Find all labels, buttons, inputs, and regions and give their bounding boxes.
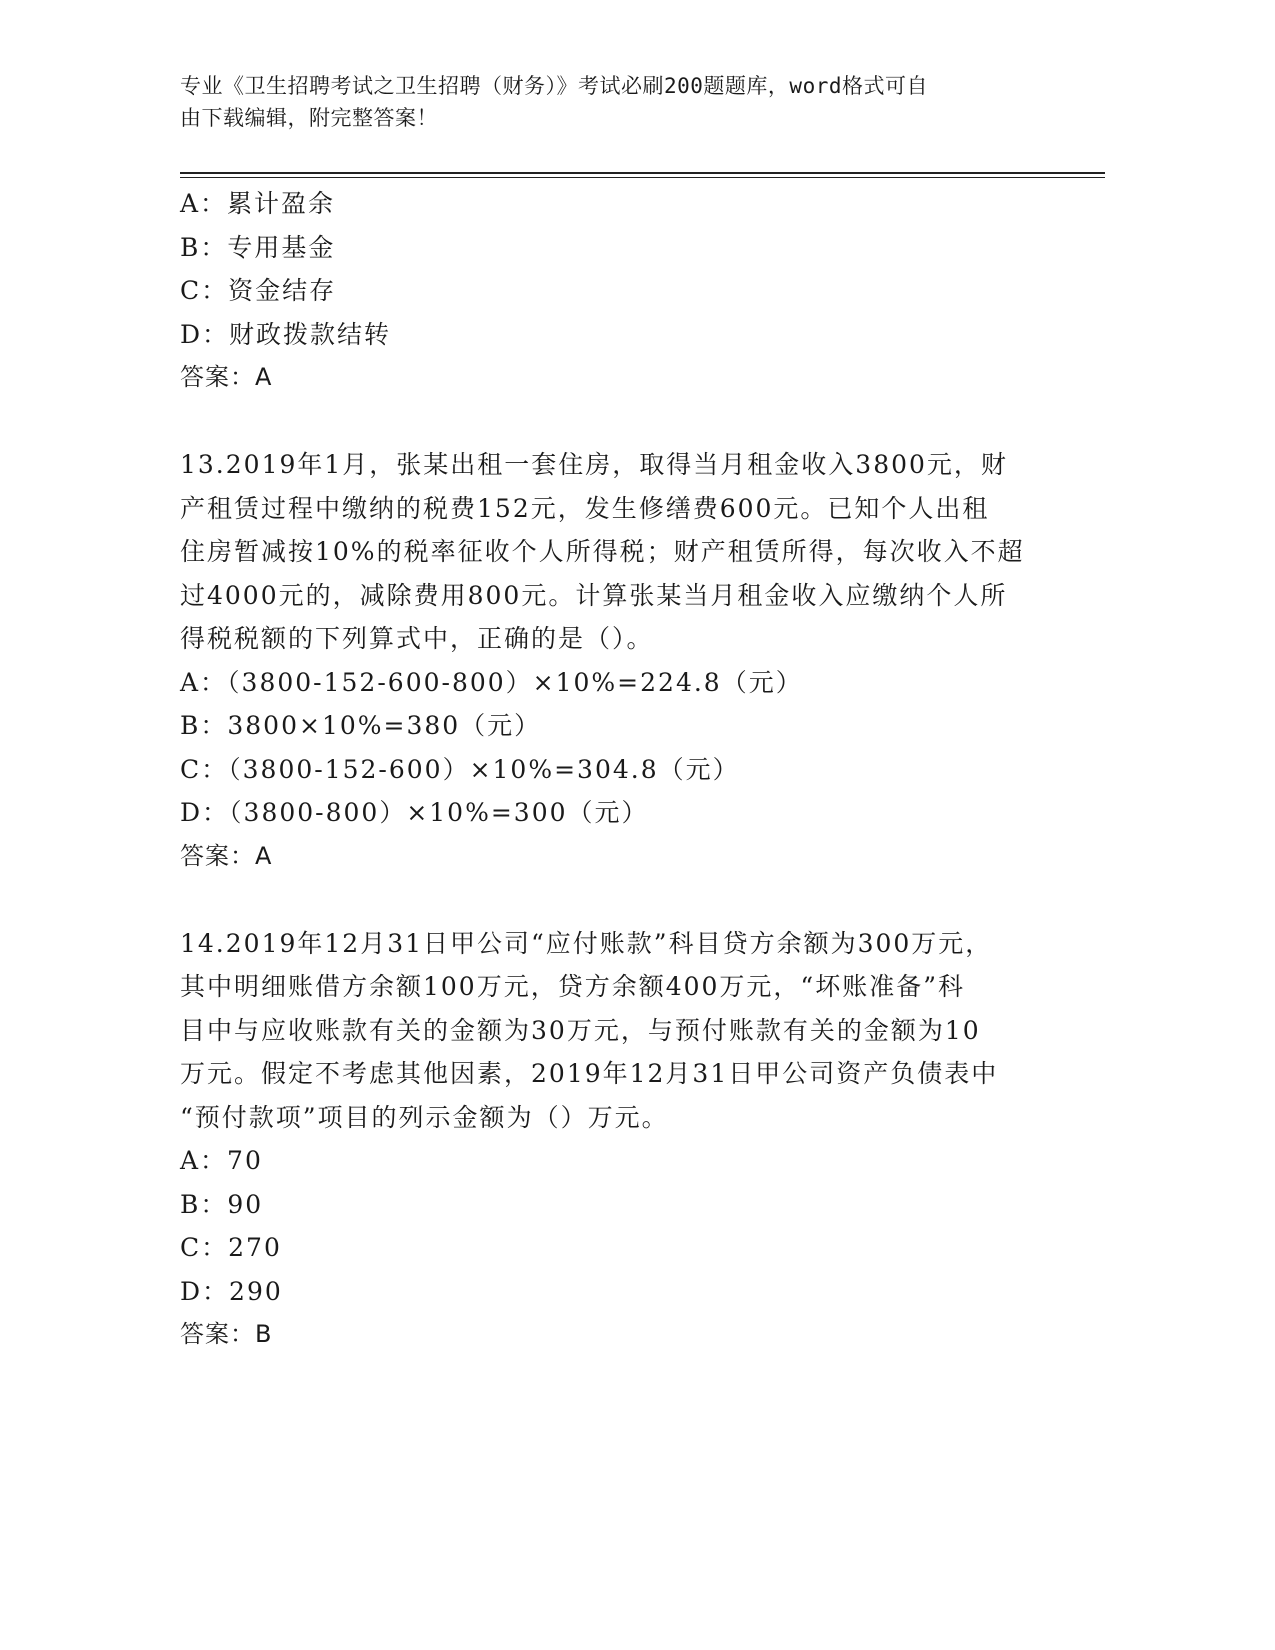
- answer-line: 答案：A: [180, 841, 273, 870]
- previous-question: [180, 182, 1040, 400]
- question-text-line: 14.2019年12月31日甲公司“应付账款”科目贷方余额为300万元，: [180, 928, 993, 958]
- question-text-line: 目中与应收账款有关的金额为30万元，与预付账款有关的金额为10: [180, 1015, 981, 1045]
- question-text-line: 住房暂减按10%的税率征收个人所得税；财产租赁所得，每次收入不超: [180, 537, 1025, 566]
- spacer: [180, 878, 1040, 922]
- option-d: D：（3800-800）×10%=300（元）: [180, 798, 649, 827]
- question-text-line: 13.2019年1月，张某出租一套住房，取得当月租金收入3800元，财: [180, 450, 1008, 479]
- question-13: [180, 443, 1040, 878]
- question-text-line: “预付款项”项目的列示金额为（）万元。: [180, 1102, 669, 1132]
- option-c: C：资金结存: [180, 276, 337, 305]
- option-a: A：累计盈余: [180, 189, 336, 218]
- option-b: B：专用基金: [180, 232, 336, 262]
- spacer: [180, 400, 1040, 444]
- option-a: A：（3800-152-600-800）×10%=224.8（元）: [180, 667, 803, 697]
- document-header: [180, 70, 1040, 134]
- header-line-1: 专业《卫生招聘考试之卫生招聘（财务）》考试必刷200题题库，word格式可自: [180, 74, 928, 98]
- option-b: B：3800×10%=380（元）: [180, 711, 542, 740]
- header-rule-thick: [180, 172, 1105, 174]
- header-line-2: 由下载编辑，附完整答案！: [180, 106, 438, 130]
- option-d: D：290: [180, 1276, 283, 1306]
- header-rule-thin: [180, 177, 1105, 178]
- question-text-line: 万元。假定不考虑其他因素，2019年12月31日甲公司资产负债表中: [180, 1059, 999, 1088]
- question-text-line: 得税税额的下列算式中，正确的是（）。: [180, 624, 654, 653]
- option-d: D：财政拨款结转: [180, 319, 392, 349]
- option-a: A：70: [180, 1146, 263, 1175]
- option-c: C：（3800-152-600）×10%=304.8（元）: [180, 754, 740, 784]
- document-body: [180, 182, 1040, 1357]
- question-text-line: 产租赁过程中缴纳的税费152元，发生修缮费600元。已知个人出租: [180, 493, 990, 523]
- question-14: [180, 922, 1040, 1357]
- option-b: B：90: [180, 1189, 264, 1219]
- option-c: C：270: [180, 1233, 282, 1262]
- answer-line: 答案：A: [180, 363, 273, 391]
- question-text-line: 其中明细账借方余额100万元，贷方余额400万元，“坏账准备”科: [180, 972, 965, 1001]
- answer-line: 答案：B: [180, 1320, 273, 1348]
- question-text-line: 过4000元的，减除费用800元。计算张某当月租金收入应缴纳个人所: [180, 580, 1008, 610]
